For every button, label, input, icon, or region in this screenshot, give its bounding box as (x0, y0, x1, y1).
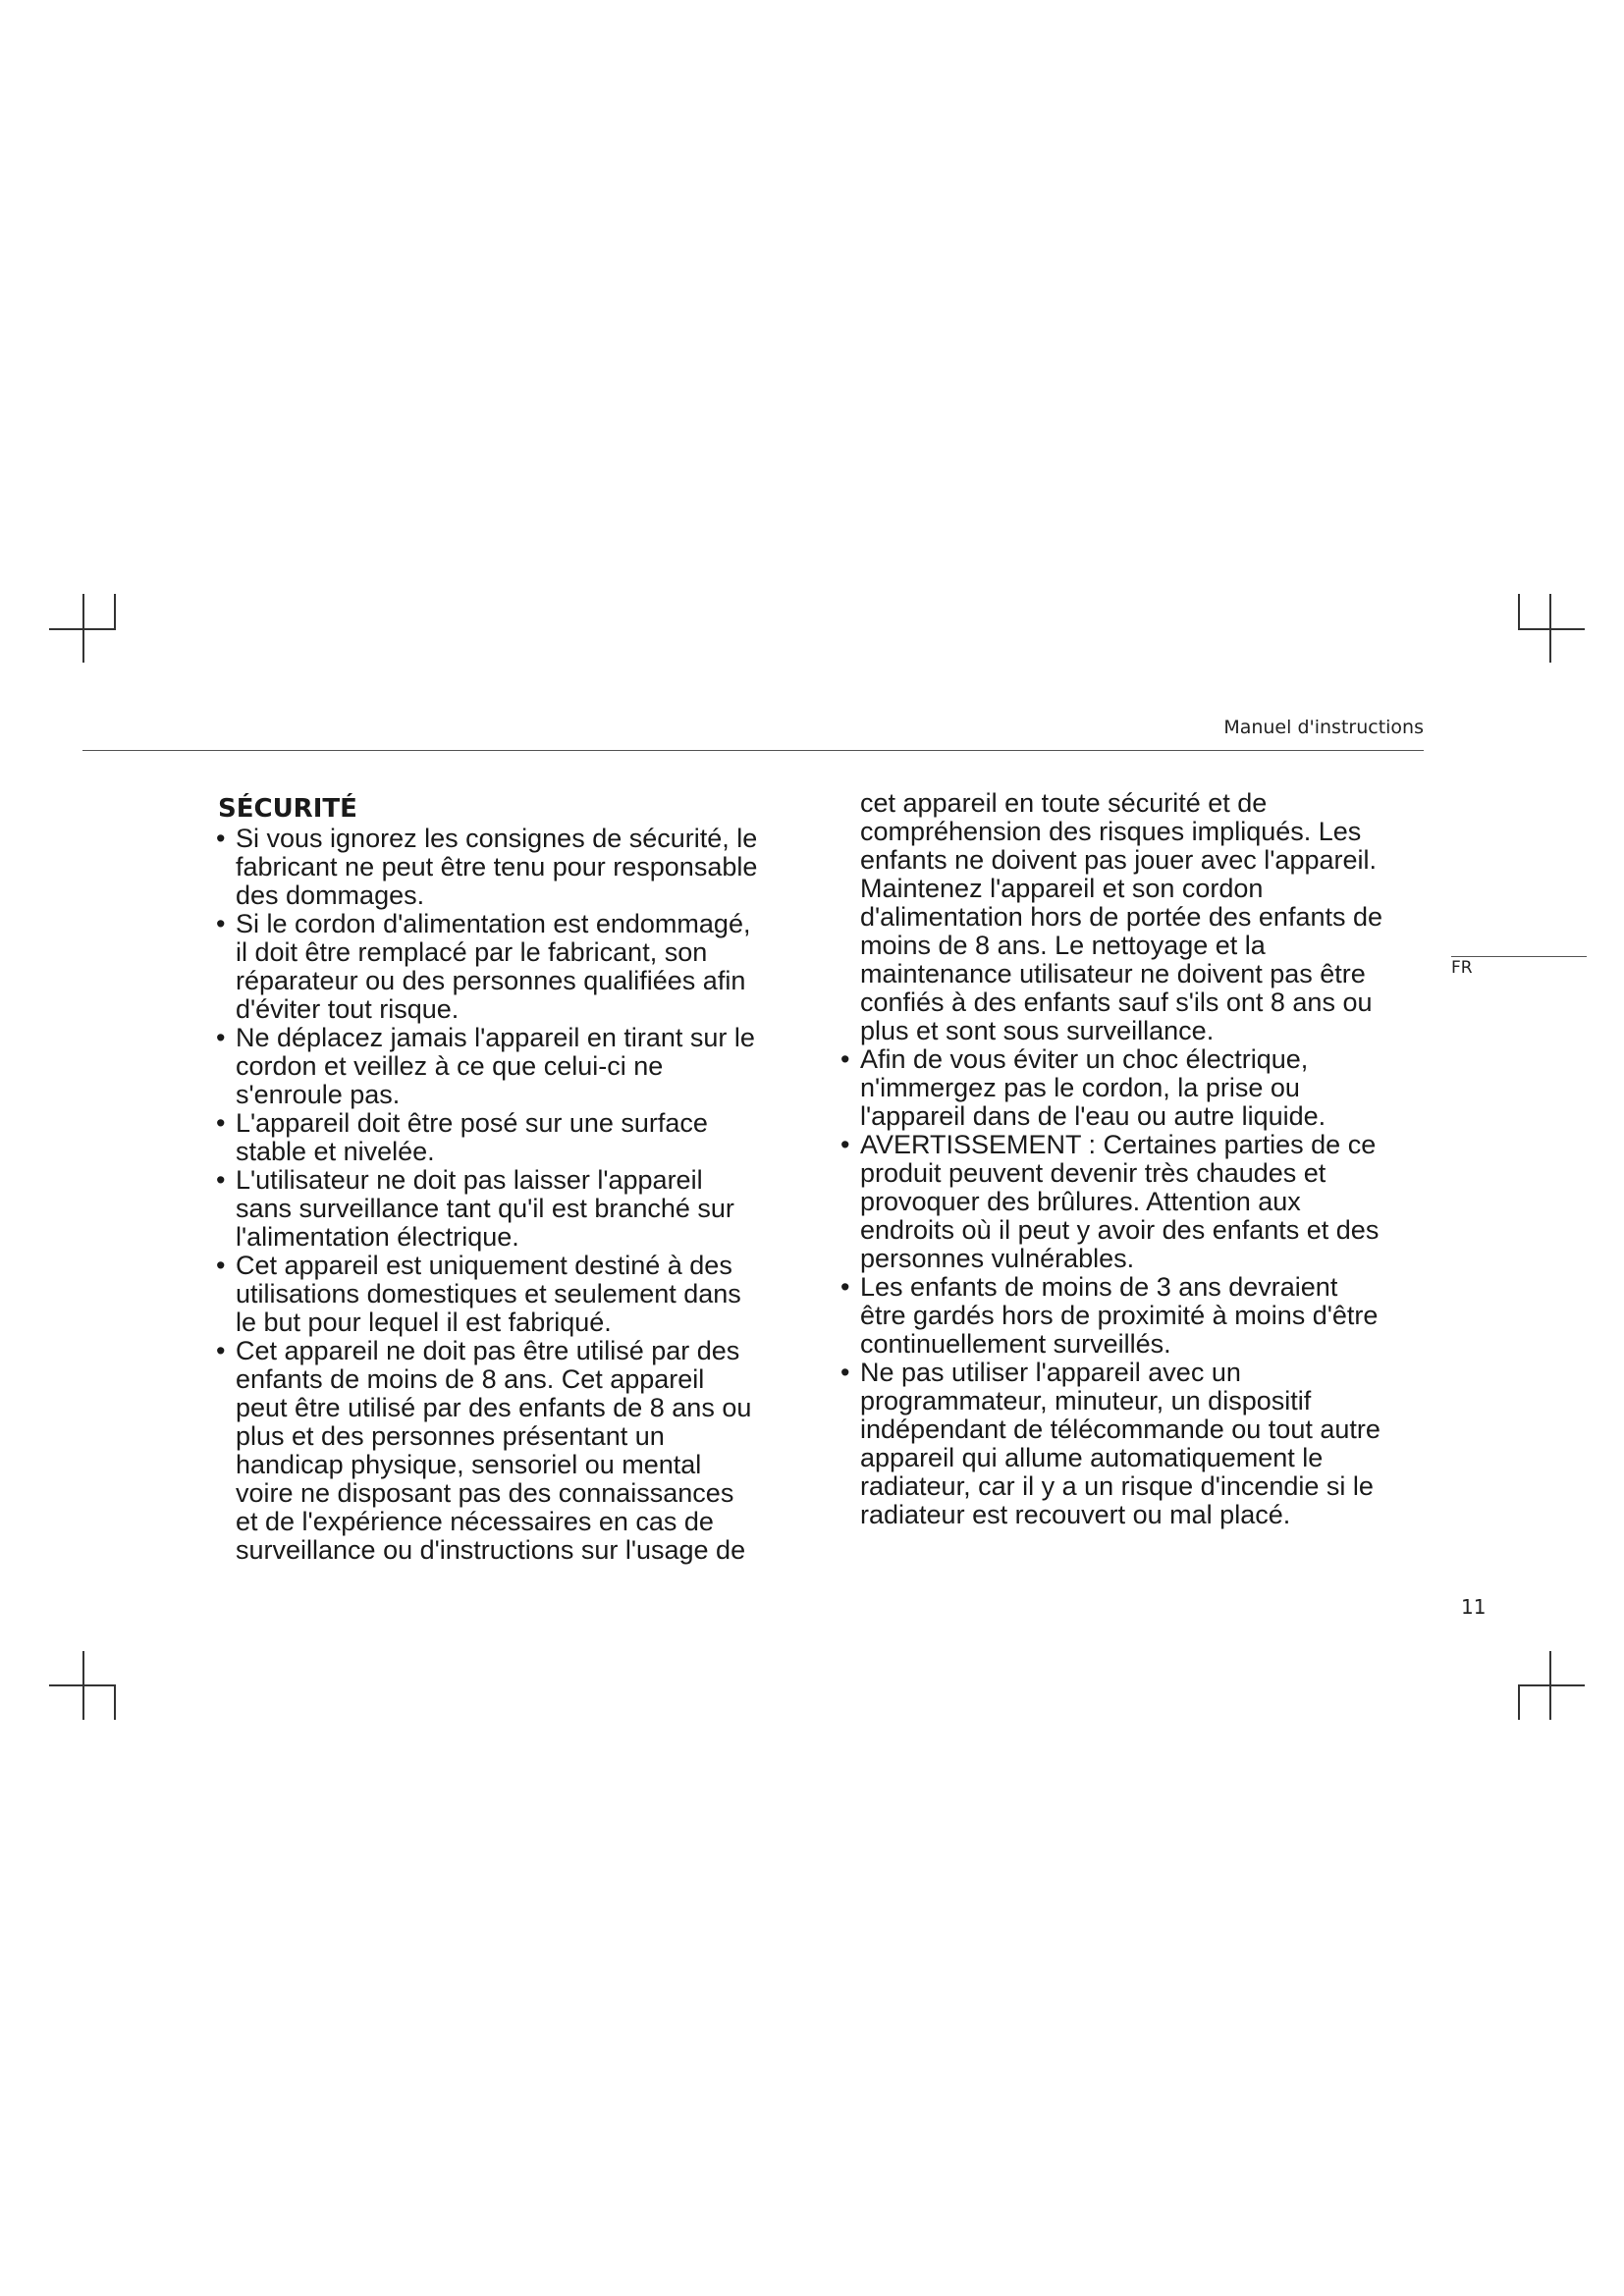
text-line: d'alimentation hors de portée des enfants de (860, 902, 1383, 932)
text-line: plus et sont sous surveillance. (860, 1016, 1215, 1045)
text-line: surveillance ou d'instructions sur l'usage de (236, 1535, 746, 1565)
language-tab-divider (1451, 956, 1587, 957)
text-line: être gardés hors de proximité à moins d'être (860, 1301, 1379, 1330)
text-line: moins de 8 ans. Le nettoyage et la (860, 931, 1266, 960)
text-line: il doit être remplacé par le fabricant, son (236, 937, 708, 967)
text-line: endroits où il peut y avoir des enfants et des (860, 1215, 1380, 1245)
text-line: peut être utilisé par des enfants de 8 ans ou (236, 1393, 752, 1422)
safety-item (216, 825, 817, 910)
text-line: fabricant ne peut être tenu pour responsable (236, 852, 758, 881)
safety-item (216, 1109, 817, 1166)
text-line: indépendant de télécommande ou tout autre (860, 1415, 1380, 1444)
continued-paragraph (840, 789, 1430, 1045)
text-line: d'éviter tout risque. (236, 994, 460, 1024)
safety-item (840, 1131, 1430, 1273)
text-line: provoquer des brûlures. Attention aux (860, 1187, 1301, 1216)
text-line: plus et des personnes présentant un (236, 1421, 665, 1451)
text-line: continuellement surveillés. (860, 1329, 1171, 1359)
text-line: handicap physique, sensoriel ou mental (236, 1450, 702, 1479)
header-divider (82, 750, 1424, 751)
text-line: programmateur, minuteur, un dispositif (860, 1386, 1312, 1415)
text-line: enfants ne doivent pas jouer avec l'appareil. (860, 845, 1377, 875)
text-line: et de l'expérience nécessaires en cas de (236, 1507, 714, 1536)
text-line: l'appareil dans de l'eau ou autre liquide. (860, 1101, 1326, 1131)
safety-list-left (216, 825, 817, 1565)
text-line: personnes vulnérables. (860, 1244, 1135, 1273)
language-tab: FR (1451, 958, 1473, 978)
text-line: • Cet appareil est uniquement destiné à des (236, 1251, 732, 1280)
safety-item (840, 1273, 1430, 1359)
text-line: voire ne disposant pas des connaissances (236, 1478, 734, 1508)
text-line: utilisations domestiques et seulement dans (236, 1279, 741, 1308)
safety-item (216, 1337, 817, 1565)
safety-item (216, 910, 817, 1024)
text-line: • L'utilisateur ne doit pas laisser l'appareil (236, 1165, 703, 1195)
text-line: • Ne déplacez jamais l'appareil en tirant sur le (236, 1023, 755, 1052)
text-line: cordon et veillez à ce que celui-ci ne (236, 1051, 664, 1081)
text-line: l'alimentation électrique. (236, 1222, 519, 1252)
text-line: enfants de moins de 8 ans. Cet appareil (236, 1364, 705, 1394)
manual-header-title: Manuel d'instructions (1223, 717, 1424, 738)
text-line: réparateur ou des personnes qualifiées afin (236, 966, 746, 995)
text-line: le but pour lequel il est fabriqué. (236, 1308, 612, 1337)
text-line: produit peuvent devenir très chaudes et (860, 1158, 1326, 1188)
text-line: Maintenez l'appareil et son cordon (860, 874, 1264, 903)
text-line: stable et nivelée. (236, 1137, 435, 1166)
safety-item (216, 1166, 817, 1252)
text-line: sans surveillance tant qu'il est branché sur (236, 1194, 734, 1223)
text-line: radiateur, car il y a un risque d'incendie si le (860, 1471, 1374, 1501)
safety-item (840, 1045, 1430, 1131)
section-title: SÉCURITÉ (218, 794, 357, 824)
text-line: • Ne pas utiliser l'appareil avec un (860, 1358, 1241, 1387)
text-line: • Si vous ignorez les consignes de sécurité, le (236, 824, 758, 853)
page-number: 11 (1461, 1595, 1487, 1619)
text-line: • L'appareil doit être posé sur une surface (236, 1108, 708, 1138)
text-line: • Afin de vous éviter un choc électrique, (860, 1044, 1309, 1074)
text-line: compréhension des risques impliqués. Les (860, 817, 1362, 846)
right-column (840, 789, 1430, 1529)
text-line: • AVERTISSEMENT : Certaines parties de ce (860, 1130, 1377, 1159)
text-line: maintenance utilisateur ne doivent pas être (860, 959, 1366, 988)
text-line: radiateur est recouvert ou mal placé. (860, 1500, 1291, 1529)
safety-item (216, 1252, 817, 1337)
text-line: n'immergez pas le cordon, la prise ou (860, 1073, 1300, 1102)
text-line: appareil qui allume automatiquement le (860, 1443, 1324, 1472)
text-line: s'enroule pas. (236, 1080, 401, 1109)
text-line: • Cet appareil ne doit pas être utilisé par des (236, 1336, 740, 1365)
text-line: des dommages. (236, 881, 425, 910)
safety-item (216, 1024, 817, 1109)
text-line: confiés à des enfants sauf s'ils ont 8 ans ou (860, 988, 1373, 1017)
text-line: cet appareil en toute sécurité et de (860, 788, 1268, 818)
text-line: • Les enfants de moins de 3 ans devraient (860, 1272, 1338, 1302)
left-column (216, 793, 817, 1565)
safety-item (840, 1359, 1430, 1529)
safety-list-right (840, 1045, 1430, 1529)
text-line: • Si le cordon d'alimentation est endommagé, (236, 909, 751, 938)
